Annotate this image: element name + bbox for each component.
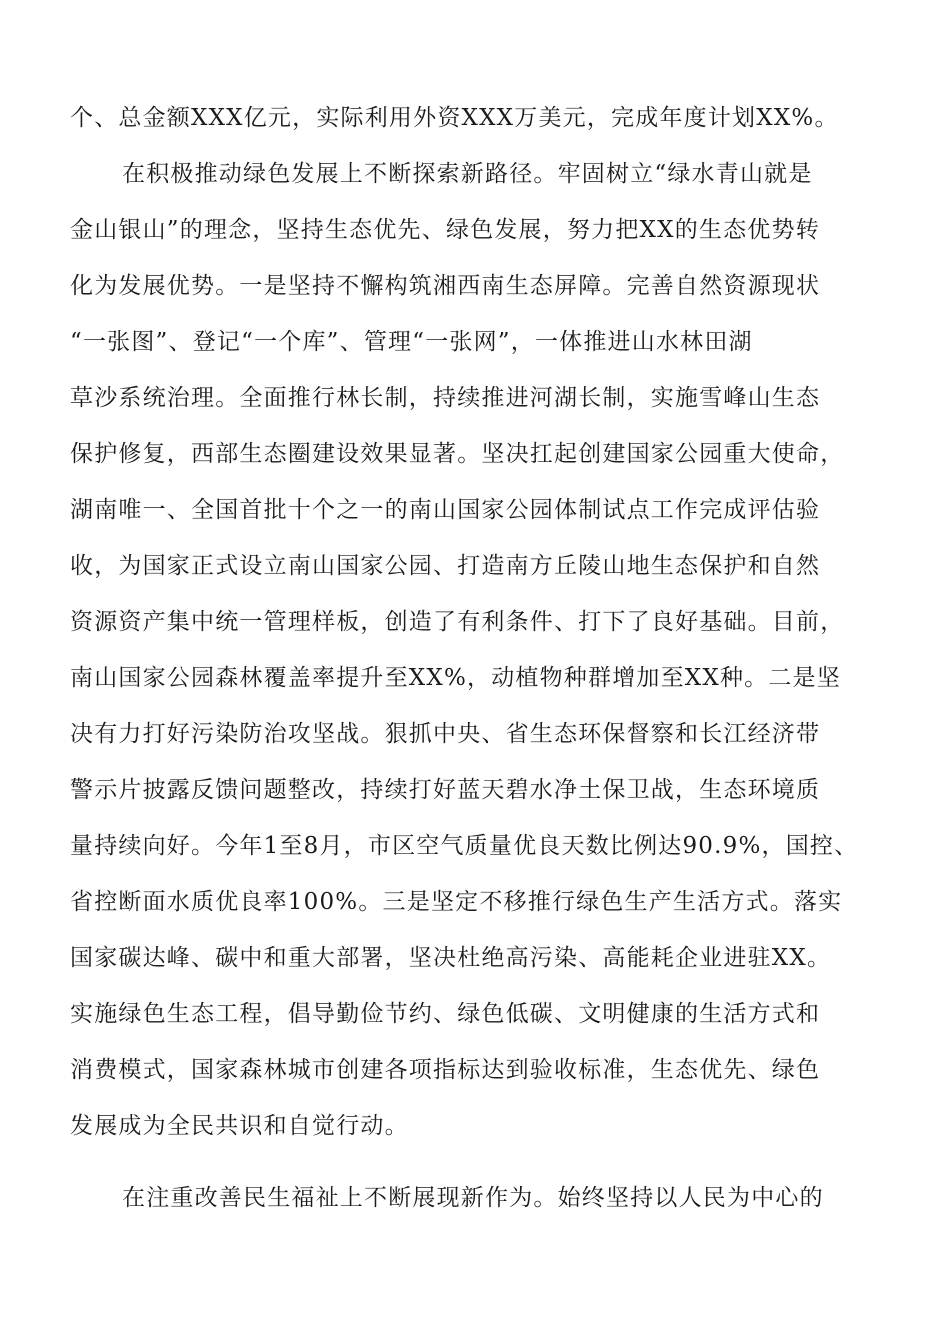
- text-line: 发展成为全民共识和自觉行动。: [70, 1113, 409, 1139]
- paragraph-start-line: 在积极推动绿色发展上不断探索新路径。牢固树立“绿水青山就是: [122, 161, 813, 187]
- text-line: 国家碳达峰、碳中和重大部署，坚决杜绝高污染、高能耗企业进驻XX。: [70, 945, 832, 971]
- text-line: 湖南唯一、全国首批十个之一的南山国家公园体制试点工作完成评估验: [70, 497, 821, 523]
- text-line: 草沙系统治理。全面推行林长制，持续推进河湖长制，实施雪峰山生态: [70, 385, 821, 411]
- text-line: 省控断面水质优良率100%。三是坚定不移推行绿色生产生活方式。落实: [70, 889, 843, 915]
- text-line: “一张图”、登记“一个库”、管理“一张网”，一体推进山水林田湖: [70, 329, 753, 355]
- text-line: 资源资产集中统一管理样板，创造了有利条件、打下了良好基础。目前，: [70, 609, 845, 635]
- text-line: 警示片披露反馈问题整改，持续打好蓝天碧水净土保卫战，生态环境质: [70, 777, 821, 803]
- text-line: 保护修复，西部生态圈建设效果显著。坚决扛起创建国家公园重大使命，: [70, 441, 845, 467]
- text-line: 消费模式，国家森林城市创建各项指标达到验收标准，生态优先、绿色: [70, 1057, 821, 1083]
- paragraph-start-line: 在注重改善民生福祉上不断展现新作为。始终坚持以人民为中心的: [122, 1185, 824, 1211]
- text-line: 个、总金额XXX亿元，实际利用外资XXX万美元，完成年度计划XX%。: [70, 105, 839, 131]
- text-line: 决有力打好污染防治攻坚战。狠抓中央、省生态环保督察和长江经济带: [70, 721, 821, 747]
- text-line: 金山银山”的理念，坚持生态优先、绿色发展，努力把XX的生态优势转: [70, 217, 820, 243]
- text-line: 收，为国家正式设立南山国家公园、打造南方丘陵山地生态保护和自然: [70, 553, 821, 579]
- text-line: 量持续向好。今年1至8月，市区空气质量优良天数比例达90.9%，国控、: [70, 833, 859, 859]
- text-line: 实施绿色生态工程，倡导勤俭节约、绿色低碳、文明健康的生活方式和: [70, 1001, 821, 1027]
- text-line: 化为发展优势。一是坚持不懈构筑湘西南生态屏障。完善自然资源现状: [70, 273, 821, 299]
- text-line: 南山国家公园森林覆盖率提升至XX%，动植物种群增加至XX种。二是坚: [70, 665, 841, 691]
